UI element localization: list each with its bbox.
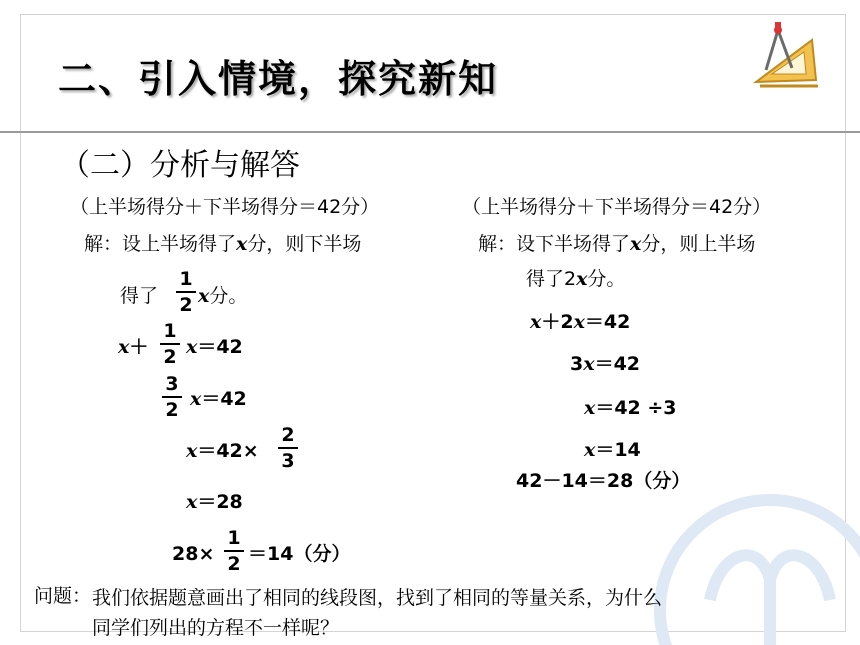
- left-intro-line1: [84, 231, 361, 257]
- variable-x: x: [584, 439, 596, 461]
- sprout-watermark-icon: [640, 470, 860, 645]
- right-eq4: [584, 437, 641, 463]
- fraction-one-half: [160, 320, 180, 368]
- coefficient: 3: [570, 353, 584, 375]
- variable-x: x: [118, 336, 130, 358]
- fraction-three-halves: [162, 373, 182, 421]
- variable-x: x: [530, 311, 542, 333]
- fraction-bar: [278, 447, 298, 449]
- left-intro-prefix: 解：设上半场得了: [84, 233, 237, 255]
- fraction-numerator: 3: [165, 373, 179, 395]
- fraction-one-half: [176, 268, 196, 316]
- fraction-bar: [160, 343, 180, 345]
- variable-x: x: [583, 353, 595, 375]
- equation-rhs: ＝42×: [197, 440, 259, 462]
- variable-x: x: [576, 268, 588, 290]
- fraction-numerator: 1: [179, 268, 193, 290]
- question-label: 问题：: [34, 585, 92, 607]
- question-line1: 我们依据题意画出了相同的线段图，找到了相同的等量关系，为什么: [92, 587, 663, 609]
- variable-x: x: [236, 233, 248, 255]
- title-divider: [0, 131, 860, 133]
- left-eq1-end: [186, 334, 243, 360]
- equation-rhs: ＝28: [197, 491, 243, 513]
- left-eq1-start: [118, 334, 148, 360]
- left-intro2-end: 分。: [209, 285, 248, 307]
- variable-x: x: [186, 440, 198, 462]
- right-intro-suffix: 分，则上半场: [641, 233, 756, 255]
- right-eq3: [584, 395, 677, 421]
- left-eq4: [186, 489, 243, 515]
- left-eq3: [186, 438, 259, 464]
- right-eq2: [570, 351, 640, 377]
- variable-x: x: [186, 491, 198, 513]
- fraction-denominator: 2: [165, 399, 179, 421]
- fraction-numerator: 1: [163, 320, 177, 342]
- left-last-start: 28×: [172, 543, 215, 565]
- question-line2: 同学们列出的方程不一样呢？: [92, 617, 340, 639]
- variable-x: x: [630, 233, 642, 255]
- right-intro2-prefix: 得了2: [526, 268, 577, 290]
- right-final: 42－14＝28（分）: [516, 470, 691, 492]
- right-eq1: [530, 309, 630, 335]
- right-intro-line1: [478, 231, 755, 257]
- section-subtitle: （二）分析与解答: [60, 148, 300, 183]
- left-intro2-prefix: 得了: [120, 285, 159, 307]
- fraction-two-thirds: [278, 424, 298, 472]
- left-last-end: ＝14（分）: [248, 543, 351, 565]
- equation-mid: ＋2: [541, 311, 574, 333]
- fraction-denominator: 2: [163, 346, 177, 368]
- right-relation: （上半场得分＋下半场得分＝42分）: [462, 196, 772, 218]
- fraction-one-half: [224, 527, 244, 575]
- left-intro-suffix: 分，则下半场: [247, 233, 362, 255]
- equation-rhs: ＝42: [584, 311, 631, 333]
- variable-x: x: [573, 311, 585, 333]
- fraction-bar: [162, 396, 182, 398]
- equation-rhs: ＝42: [197, 336, 243, 358]
- right-intro2-suffix: 分。: [587, 268, 626, 290]
- fraction-denominator: 2: [227, 553, 241, 575]
- left-relation: （上半场得分＋下半场得分＝42分）: [70, 196, 380, 218]
- fraction-numerator: 2: [281, 424, 295, 446]
- equation-rhs: ＝14: [595, 439, 641, 461]
- equation-rhs: ＝42: [594, 353, 641, 375]
- left-intro2-suffix: [198, 283, 247, 309]
- fraction-bar: [176, 291, 196, 293]
- right-intro-line2: [526, 266, 625, 292]
- page-title: 二、引入情境，探究新知: [58, 57, 499, 101]
- left-eq2: [190, 386, 247, 412]
- compass-ruler-icon: [742, 22, 822, 96]
- variable-x: x: [584, 397, 596, 419]
- fraction-numerator: 1: [227, 527, 241, 549]
- equation-rhs: ＝42: [201, 388, 247, 410]
- plus-sign: ＋: [129, 336, 149, 358]
- variable-x: x: [198, 285, 210, 307]
- fraction-denominator: 3: [281, 450, 295, 472]
- fraction-denominator: 2: [179, 294, 193, 316]
- fraction-bar: [224, 550, 244, 552]
- right-intro-prefix: 解：设下半场得了: [478, 233, 631, 255]
- variable-x: x: [186, 336, 198, 358]
- variable-x: x: [190, 388, 202, 410]
- equation-rhs: ＝42 ÷3: [595, 397, 677, 419]
